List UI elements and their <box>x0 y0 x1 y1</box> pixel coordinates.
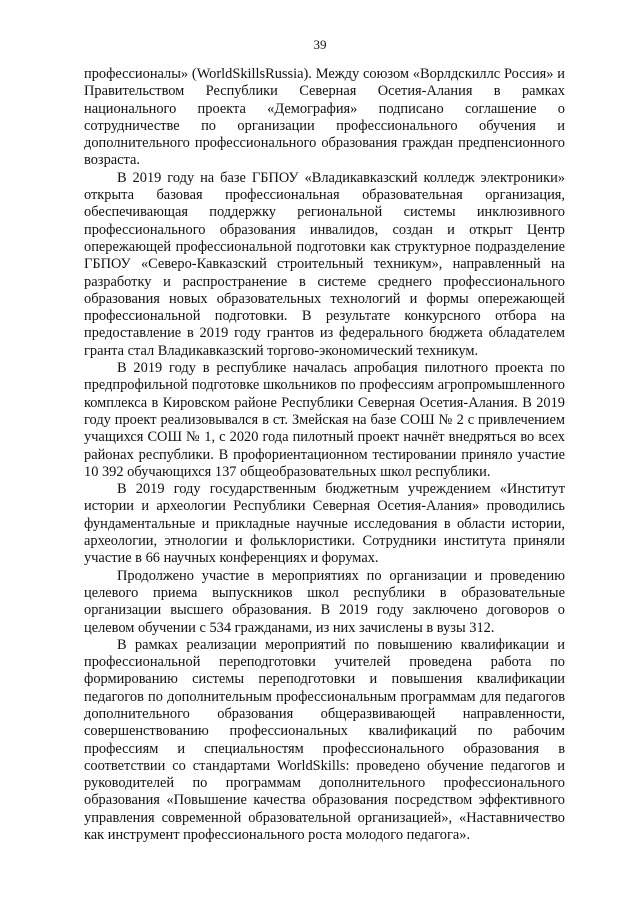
paragraph-continuation: профессионалы» (WorldSkillsRussia). Между союзом «Ворлдскиллс Россия» и Правительством Республики Северная Осетия-Алания в рамках национального проекта «Демография» подписано соглашение о сотрудничестве по организации профессионального обучения и дополнительного профессионального образования граждан предпенсионного возраста. <box>84 66 565 169</box>
paragraph-targeted-admission: Продолжено участие в мероприятиях по организации и проведению целевого приема выпускников школ республики в образовательные организации высшего образования. В 2019 году заключено договоров о целевом обучении с 534 гражданами, из них зачислены в вузы 312. <box>84 567 565 636</box>
paragraph-teacher-training: В рамках реализации мероприятий по повышению квалификации и профессиональной переподготовки учителей проведена работа по формированию системы переподготовки и повышения квалификации педагогов по дополнительным профессиональным программам для педагогов дополнительного образования общеразвивающей направленности, совершенствованию профессиональных квалификаций по рабочим профессиям и специальностям профессионального образования в соответствии со стандартами WorldSkills: проведено обучение педагогов и руководителей по программам дополнительного профессионального образования «Повышение качества образования посредством эффективного управления современной образовательной организацией», «Наставничество как инструмент профессионального роста молодого педагога». <box>84 636 565 844</box>
paragraph-history-institute: В 2019 году государственным бюджетным учреждением «Институт истории и археологии Республики Северная Осетия-Алания» проводились фундаментальные и прикладные научные исследования в области истории, археологии, этнологии и фольклористики. Сотрудники института приняли участие в 66 научных конференциях и форумах. <box>84 481 565 567</box>
paragraph-college-of-electronics: В 2019 году на базе ГБПОУ «Владикавказский колледж электроники» открыта базовая профессиональная образовательная организация, обеспечивающая поддержку региональной системы инклюзивного профессионального образования инвалидов, создан и открыт Центр опережающей профессиональной подготовки как структурное подразделение ГБПОУ «Северо-Кавказский строительный техникум», направленный на разработку и распространение в системе среднего профессионального образования новых образовательных технологий и формы опережающей профессиональной подготовки. В результате конкурсного отбора на предоставление в 2019 году грантов из федерального бюджета обладателем гранта стал Владикавказский торгово-экономический техникум. <box>84 169 565 359</box>
document-body <box>84 66 565 844</box>
page-number: 39 <box>313 37 327 52</box>
paragraph-pilot-project: В 2019 году в республике началась апробация пилотного проекта по предпрофильной подготовке школьников по профессиям агропромышленного комплекса в Кировском районе Республики Северная Осетия-Алания. В 2019 году проект реализовывался в ст. Змейская на базе СОШ № 2 с привлечением учащихся СОШ № 1, с 2020 года пилотный проект начнёт внедряться во всех районах республики. В профориентационном тестировании приняло участие 10 392 обучающихся 137 общеобразовательных школ республики. <box>84 360 565 480</box>
